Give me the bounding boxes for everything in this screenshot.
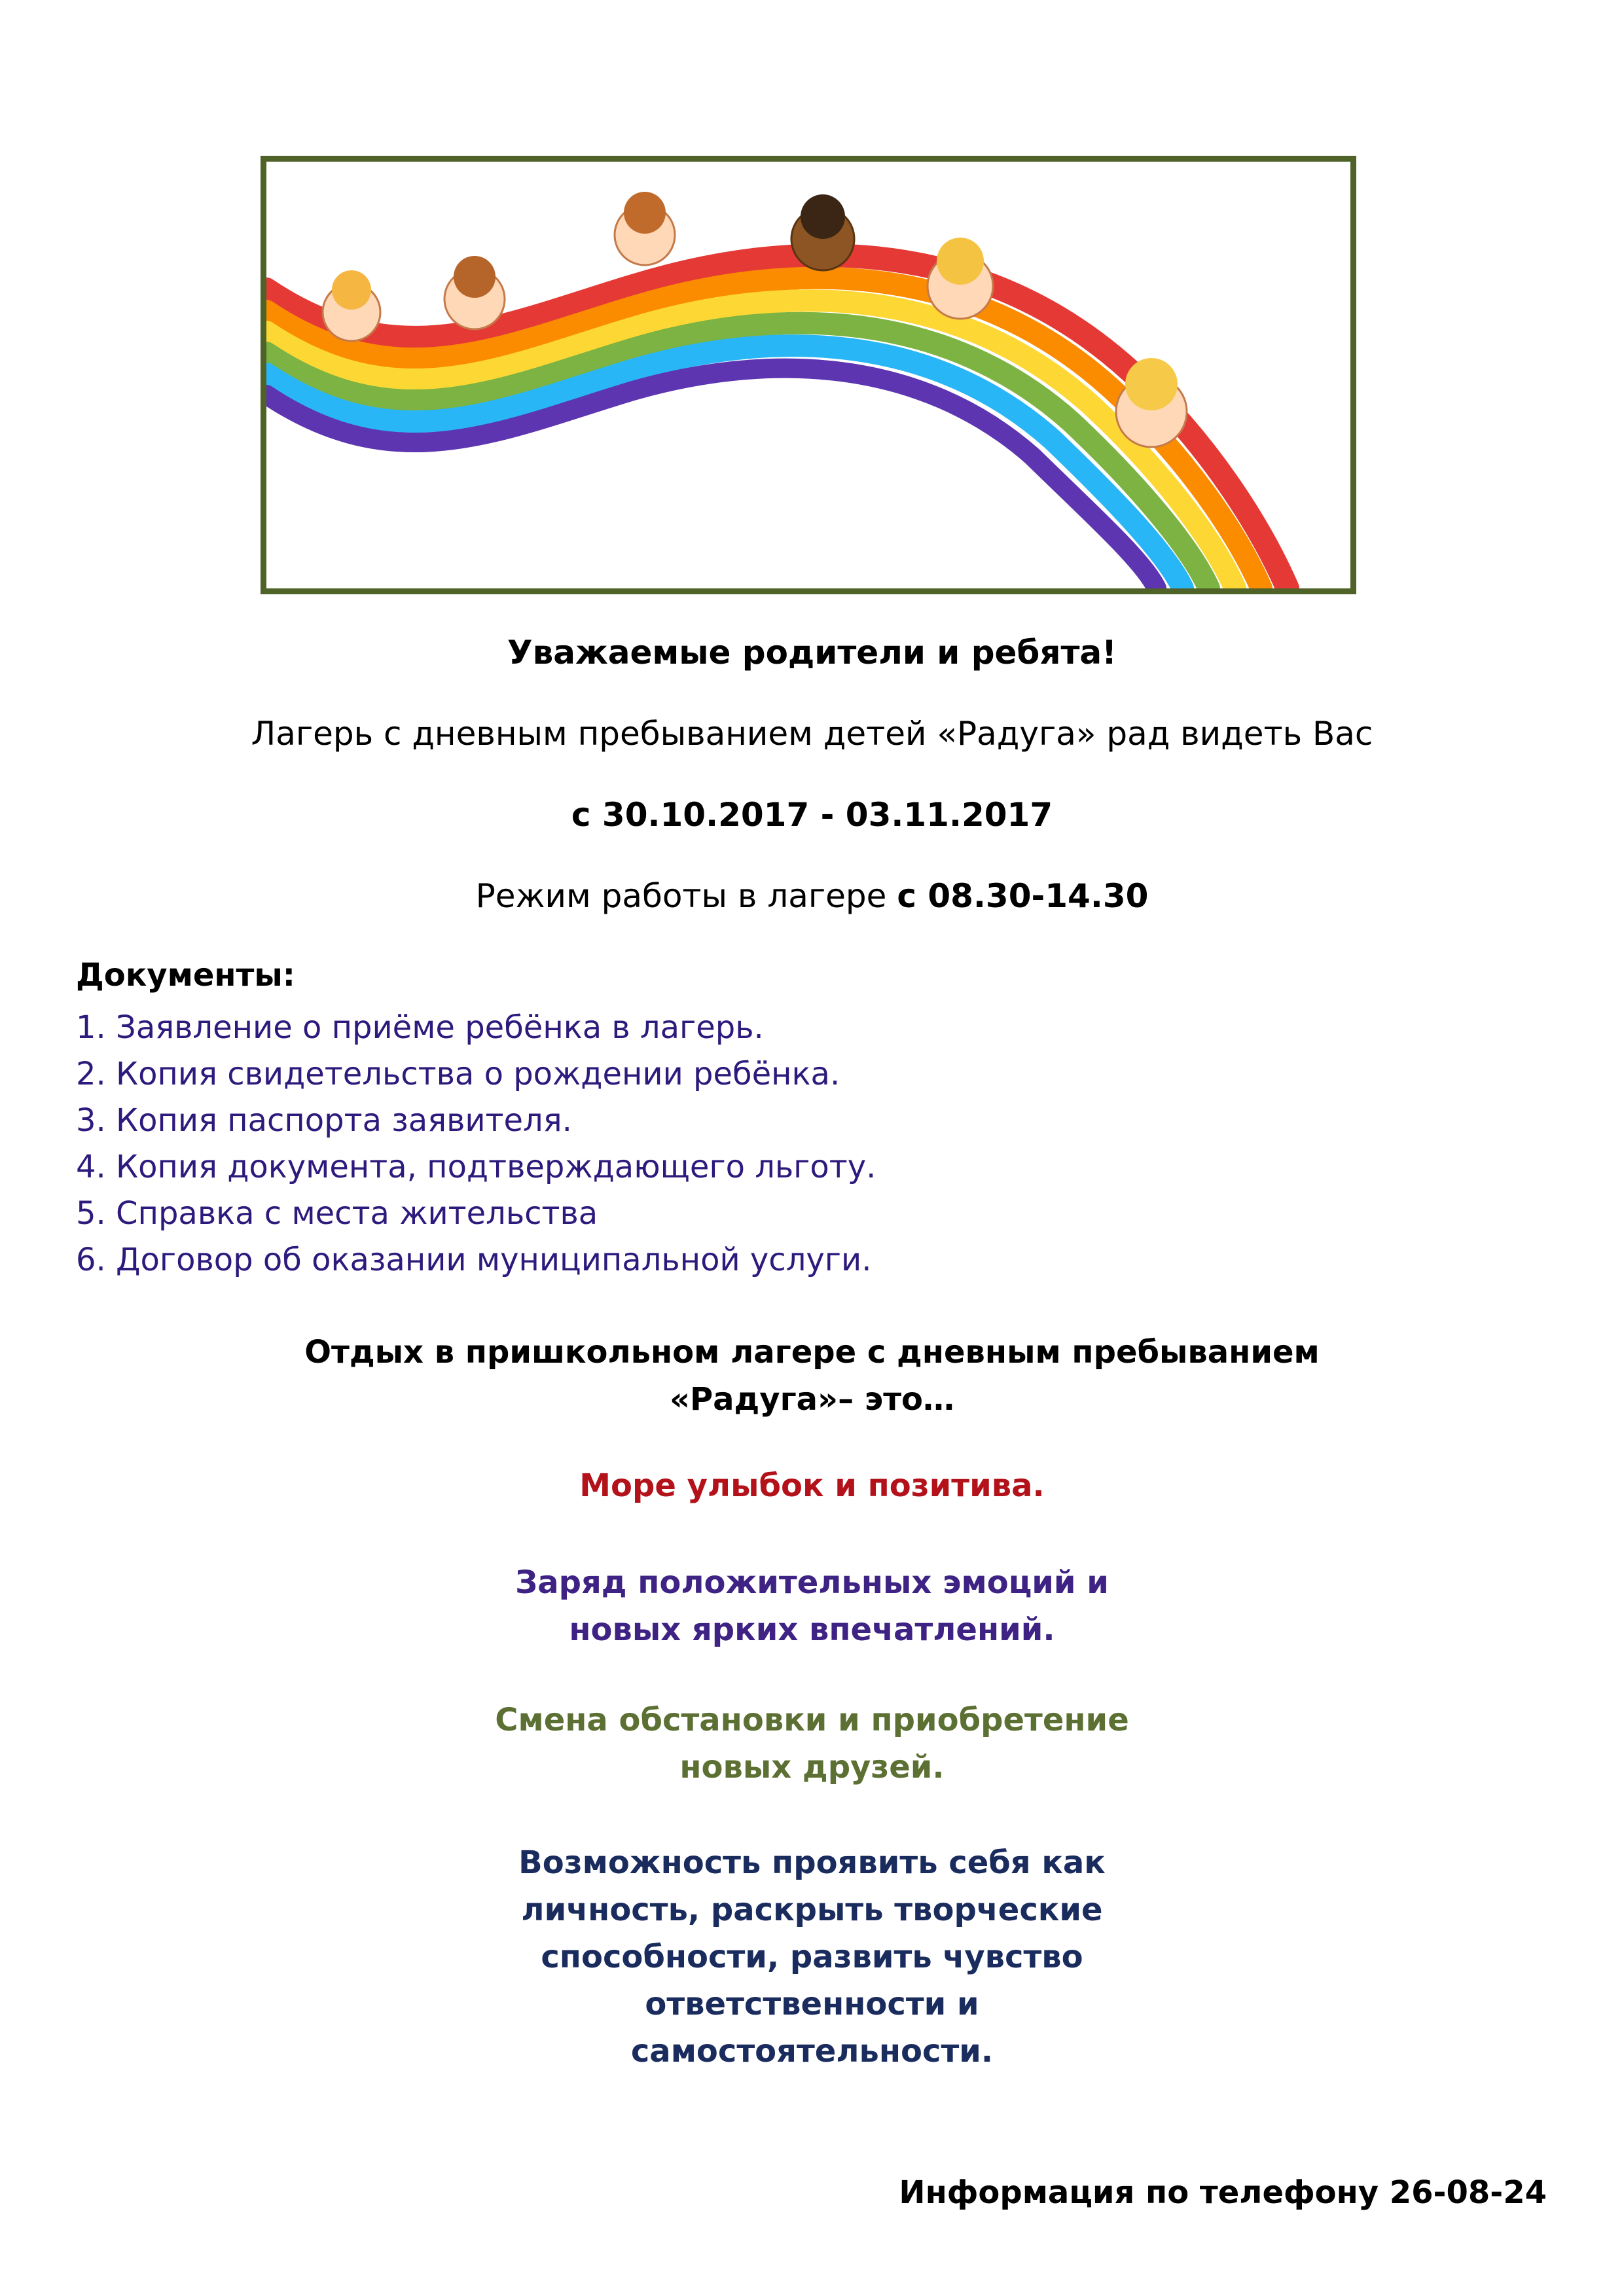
banner-frame [261,156,1356,594]
documents-title: Документы: [76,957,295,994]
document-item: 2. Копия свидетельства о рождении ребёнка. [76,1056,840,1092]
working-hours-label: Режим работы в лагере [475,877,897,915]
benefit-smiles: Море улыбок и позитива. [579,1467,1045,1504]
working-hours-value: с 08.30-14.30 [897,877,1149,915]
benefit-line: самостоятельности. [630,2033,994,2070]
document-item: 4. Копия документа, подтверждающего льготу. [76,1149,876,1185]
benefit-line: Возможность проявить себя как [518,1844,1106,1881]
greeting-heading: Уважаемые родители и ребята! [507,634,1117,672]
document-item: 5. Справка с места жительства [76,1195,598,1232]
benefit-line: личность, раскрыть творческие [521,1892,1103,1928]
benefit-emotions [0,1559,1624,1653]
benefit-line: ответственности и [645,1986,979,2022]
camp-dates: с 30.10.2017 - 03.11.2017 [571,796,1053,834]
benefit-friends [0,1696,1624,1791]
document-item: 1. Заявление о приёме ребёнка в лагерь. [76,1009,764,1046]
benefit-personality [0,1839,1624,2075]
benefit-line: Заряд положительных эмоций и [515,1564,1109,1601]
phone-info: Информация по телефону 26-08-24 [899,2174,1547,2211]
rest-heading [0,1329,1624,1423]
benefit-line: новых друзей. [679,1749,945,1785]
document-item: 3. Копия паспорта заявителя. [76,1102,572,1139]
benefit-line: Смена обстановки и приобретение [495,1702,1129,1738]
rest-heading-line: «Радуга»– это… [669,1381,955,1418]
document-item: 6. Договор об оказании муниципальной услуги. [76,1242,872,1278]
rest-heading-line: Отдых в пришкольном лагере с дневным пребыванием [304,1334,1320,1371]
working-hours [0,877,1624,915]
camp-welcome-line: Лагерь с дневным пребыванием детей «Радуга» рад видеть Вас [251,715,1373,753]
documents-list [76,1005,876,1283]
benefit-line: способности, развить чувство [541,1939,1083,1975]
benefit-line: новых ярких впечатлений. [569,1611,1055,1648]
rainbow-illustration [266,162,1350,588]
